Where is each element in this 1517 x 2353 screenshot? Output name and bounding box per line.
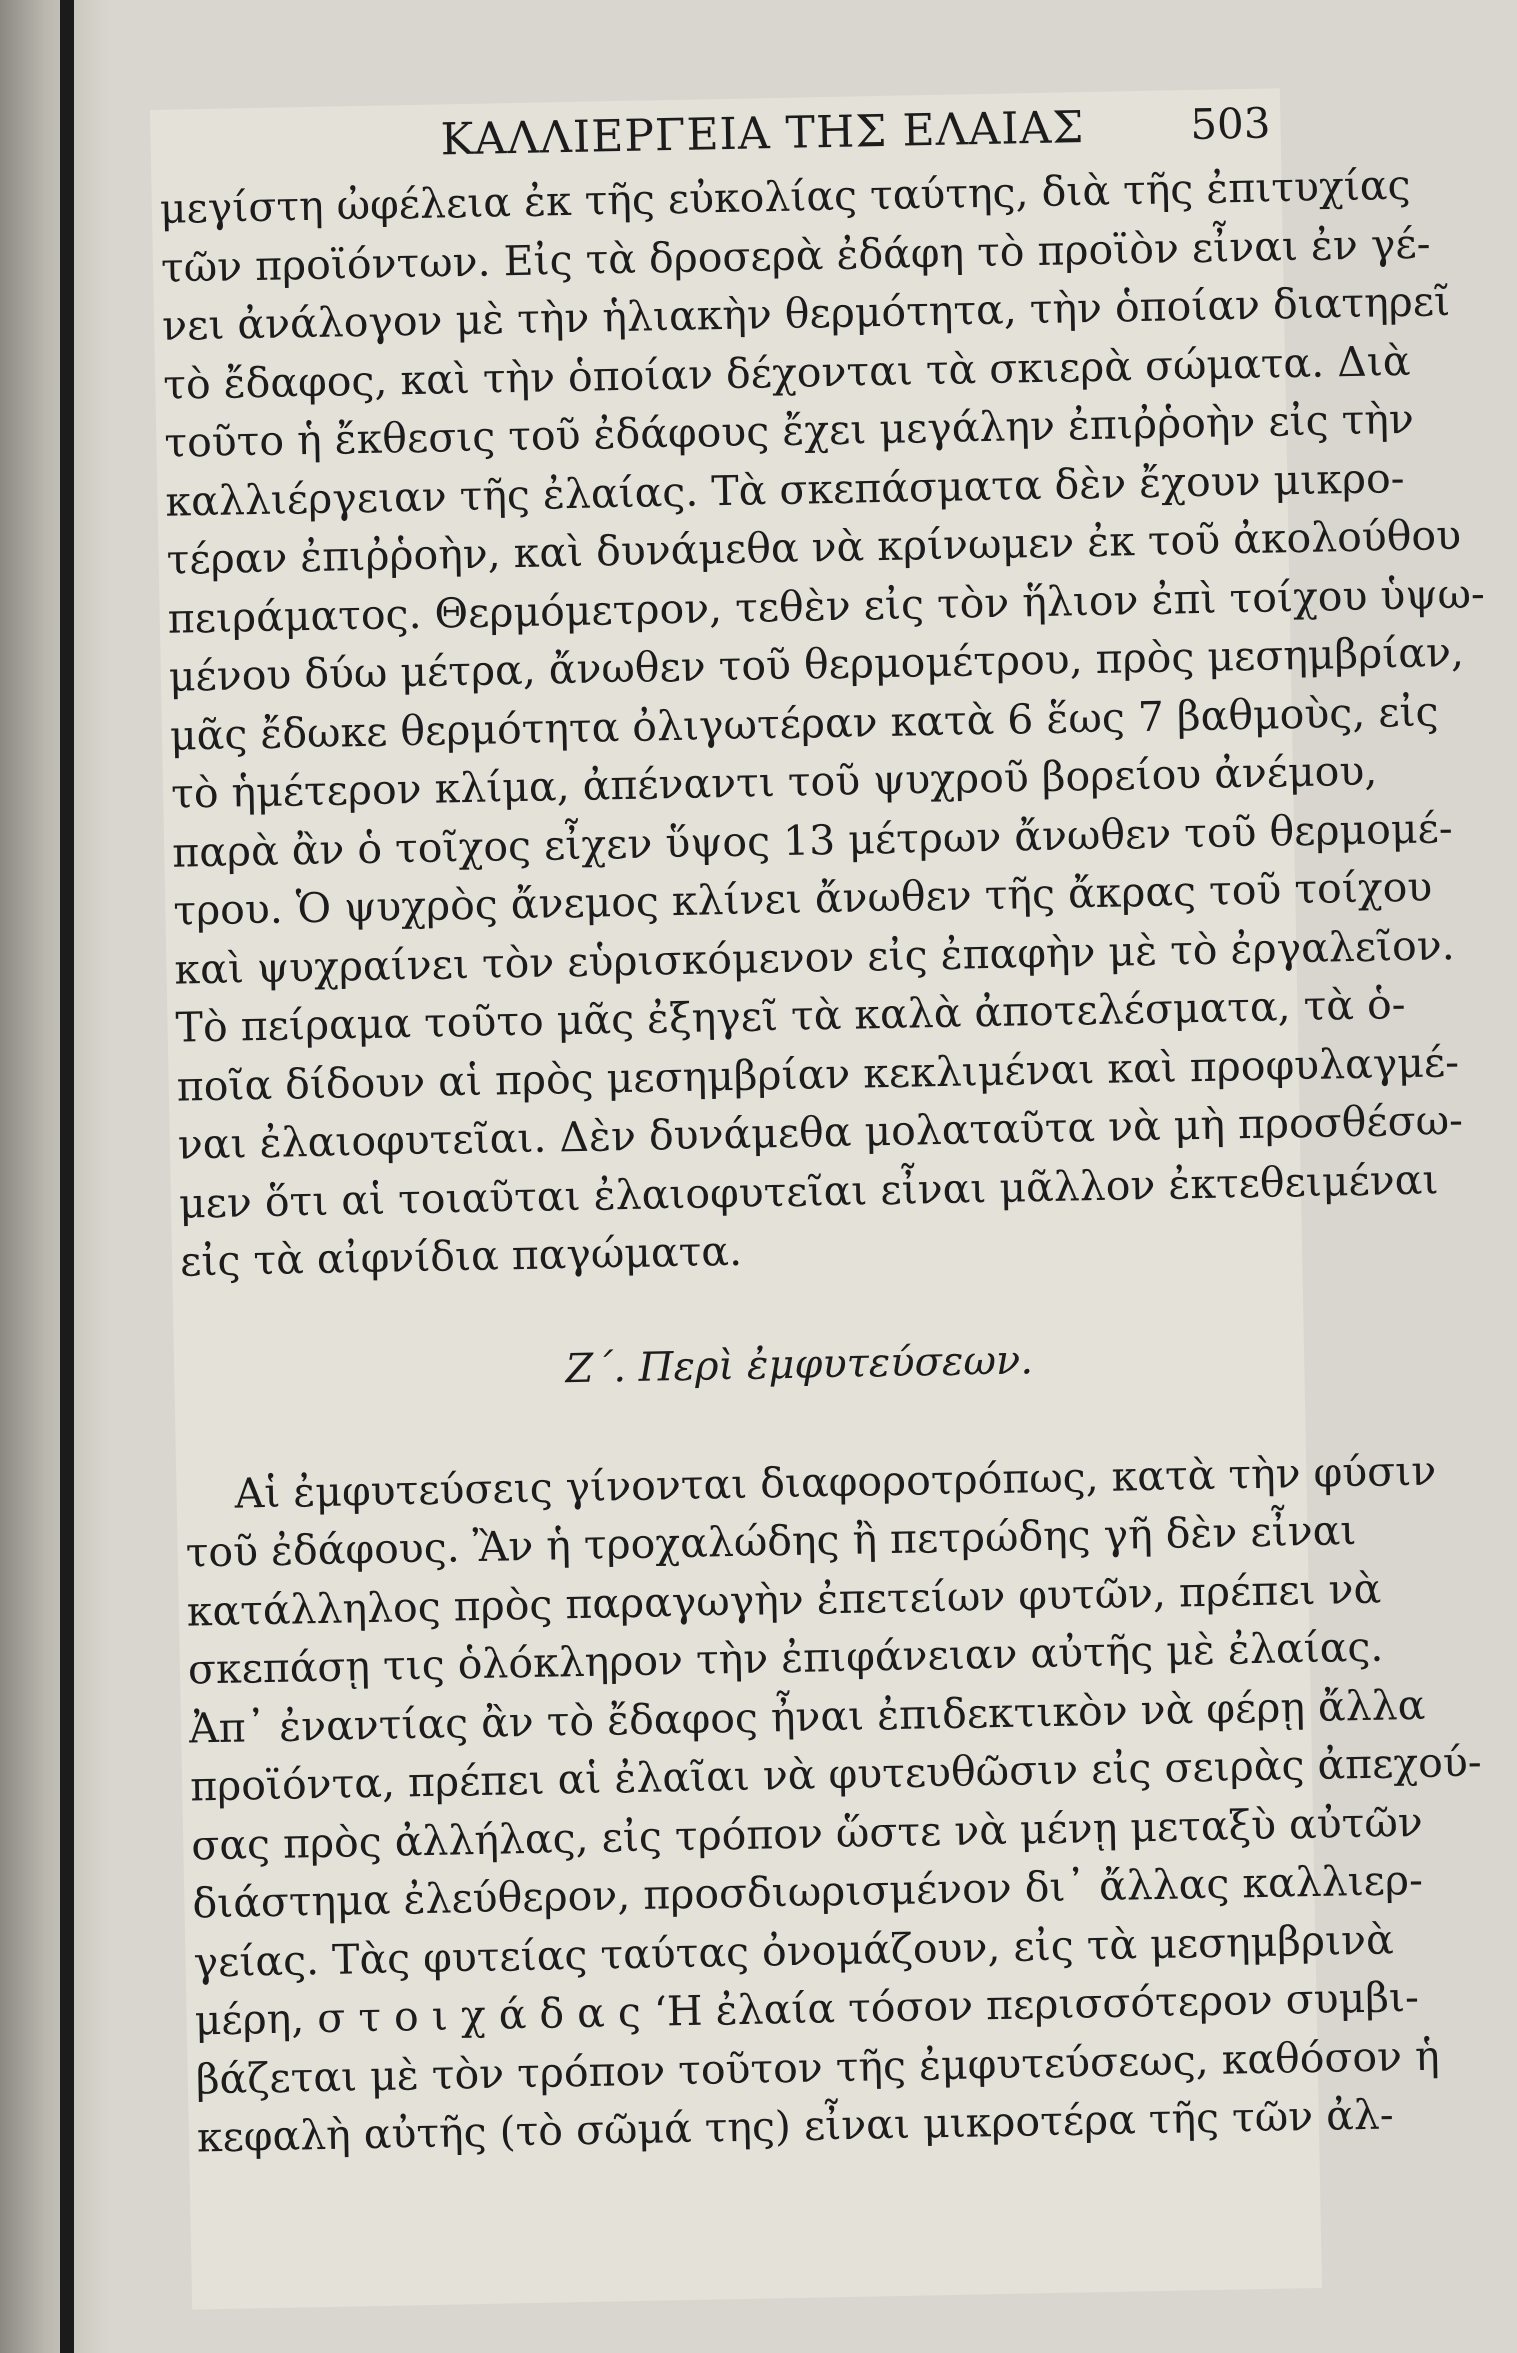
paragraph-2	[184, 1444, 1483, 2167]
paragraph-1	[159, 158, 1486, 1291]
text-line: τρου. Ὁ ψυχρὸς ἄνεμος κλίνει ἄνωθεν τῆς ἄκρας τοῦ τοίχου	[172, 862, 1433, 935]
text-line: τέραν ἐπιῤῥοὴν, καὶ δυνάμεθα νὰ κρίνωμεν ἐκ τοῦ ἀκολούθου	[166, 510, 1462, 584]
text-line: προϊόντα, πρέπει αἱ ἐλαῖαι νὰ φυτευθῶσιν εἰς σειρὰς ἀπεχού-	[189, 1737, 1483, 1811]
text-line: κατάλληλος πρὸς παραγωγὴν ἐπετείων φυτῶν, πρέπει νὰ	[186, 1564, 1382, 1636]
text-line: εἰς τὰ αἰφνίδια παγώματα.	[179, 1226, 743, 1286]
section-heading: Ζ΄. Περὶ ἐμφυτεύσεων.	[564, 1336, 1034, 1392]
text-line: Τὸ πείραμα τοῦτο μᾶς ἐξηγεῖ τὰ καλὰ ἀποτελέσματα, τὰ ὁ-	[175, 980, 1406, 1052]
text-line: τοῦτο ἡ ἔκθεσις τοῦ ἐδάφους ἔχει μεγάλην ἐπιῤῥοὴν εἰς τὴν	[163, 394, 1415, 467]
text-line: σας πρὸς ἀλλήλας, εἰς τρόπον ὥστε νὰ μένῃ μεταξὺ αὐτῶν	[190, 1797, 1424, 1870]
text-line: μένου δύω μέτρα, ἄνωθεν τοῦ θερμομέτρου, πρὸς μεσημβρίαν,	[168, 627, 1465, 701]
text-line: καλλιέργειαν τῆς ἐλαίας. Τὰ σκεπάσματα δὲν ἔχουν μικρο-	[165, 453, 1405, 526]
book-binding-shadow	[0, 0, 110, 2353]
text-line: Αἱ ἐμφυτεύσεις γίνονται διαφοροτρόπως, κατὰ τὴν φύσιν	[234, 1446, 1437, 1518]
text-line: διάστημα ἐλεύθερον, προσδιωρισμένον δι᾽ ἄλλας καλλιερ-	[191, 1855, 1424, 1928]
text-line: μέρη, σ τ ο ι χ ά δ α ς ‘Η ἐλαία τόσον περισσότερον συμβι-	[194, 1972, 1420, 2045]
book-gutter	[60, 0, 74, 2353]
text-line: νει ἀνάλογον μὲ τὴν ἡλιακὴν θερμότητα, τὴν ὁποίαν διατηρεῖ	[161, 277, 1451, 350]
text-line: βάζεται μὲ τὸν τρόπον τοῦτον τῆς ἐμφυτεύσεως, καθόσον ἡ	[195, 2031, 1440, 2103]
text-line: Ἀπ᾽ ἐναντίας ἂν τὸ ἔδαφος ἦναι ἐπιδεκτικὸν νὰ φέρῃ ἄλλα	[188, 1680, 1426, 1753]
text-line: μᾶς ἔδωκε θερμότητα ὀλιγωτέραν κατὰ 6 ἕως 7 βαθμοὺς, εἰς	[169, 686, 1439, 760]
book-page	[150, 88, 1486, 2309]
text-line: τοῦ ἐδάφους. Ἂν ἡ τροχαλώδης ἢ πετρώδης γῆ δὲν εἶναι	[185, 1506, 1357, 1577]
text-line: πειράματος. Θερμόμετρον, τεθὲν εἰς τὸν ἥλιον ἐπὶ τοίχου ὑψω-	[167, 568, 1486, 643]
text-line: τὸ ἡμέτερον κλίμα, ἀπέναντι τοῦ ψυχροῦ βορείου ἀνέμου,	[170, 746, 1378, 818]
body-text	[151, 158, 1486, 2167]
text-line: τὸ ἔδαφος, καὶ τὴν ὁποίαν δέχονται τὰ σκιερὰ σώματα. Διὰ	[162, 336, 1411, 409]
text-line: τῶν προϊόντων. Εἰς τὰ δροσερὰ ἐδάφη τὸ προϊὸν εἶναι ἐν γέ-	[160, 218, 1431, 292]
running-title: ΚΑΛΛΙΕΡΓΕΙΑ ΤΗΣ ΕΛΑΙΑΣ	[440, 102, 1085, 166]
text-line: ποῖα δίδουν αἱ πρὸς μεσημβρίαν κεκλιμέναι καὶ προφυλαγμέ-	[176, 1037, 1460, 1111]
text-line: γείας. Τὰς φυτείας ταύτας ὀνομάζουν, εἰς τὰ μεσημβρινὰ	[193, 1914, 1395, 1987]
text-line: μεγίστη ὠφέλεια ἐκ τῆς εὐκολίας ταύτης, διὰ τῆς ἐπιτυχίας	[159, 160, 1411, 233]
page-number: 503	[1189, 98, 1271, 150]
text-line: μεν ὅτι αἱ τοιαῦται ἐλαιοφυτεῖαι εἶναι μᾶλλον ἐκτεθειμέναι	[178, 1154, 1439, 1228]
text-line: σκεπάσῃ τις ὁλόκληρον τὴν ἐπιφάνειαν αὐτῆς μὲ ἐλαίας.	[187, 1622, 1384, 1694]
text-line: ναι ἐλαιοφυτεῖαι. Δὲν δυνάμεθα μολαταῦτα νὰ μὴ προσθέσω-	[177, 1095, 1464, 1169]
text-line: κεφαλὴ αὐτῆς (τὸ σῶμά της) εἶναι μικροτέρα τῆς τῶν ἀλ-	[196, 2090, 1395, 2162]
text-line: καὶ ψυχραίνει τὸν εὑρισκόμενον εἰς ἐπαφὴν μὲ τὸ ἐργαλεῖον.	[174, 920, 1456, 994]
text-line: παρὰ ἂν ὁ τοῖχος εἶχεν ὕψος 13 μέτρων ἄνωθεν τοῦ θερμομέ-	[171, 803, 1453, 877]
